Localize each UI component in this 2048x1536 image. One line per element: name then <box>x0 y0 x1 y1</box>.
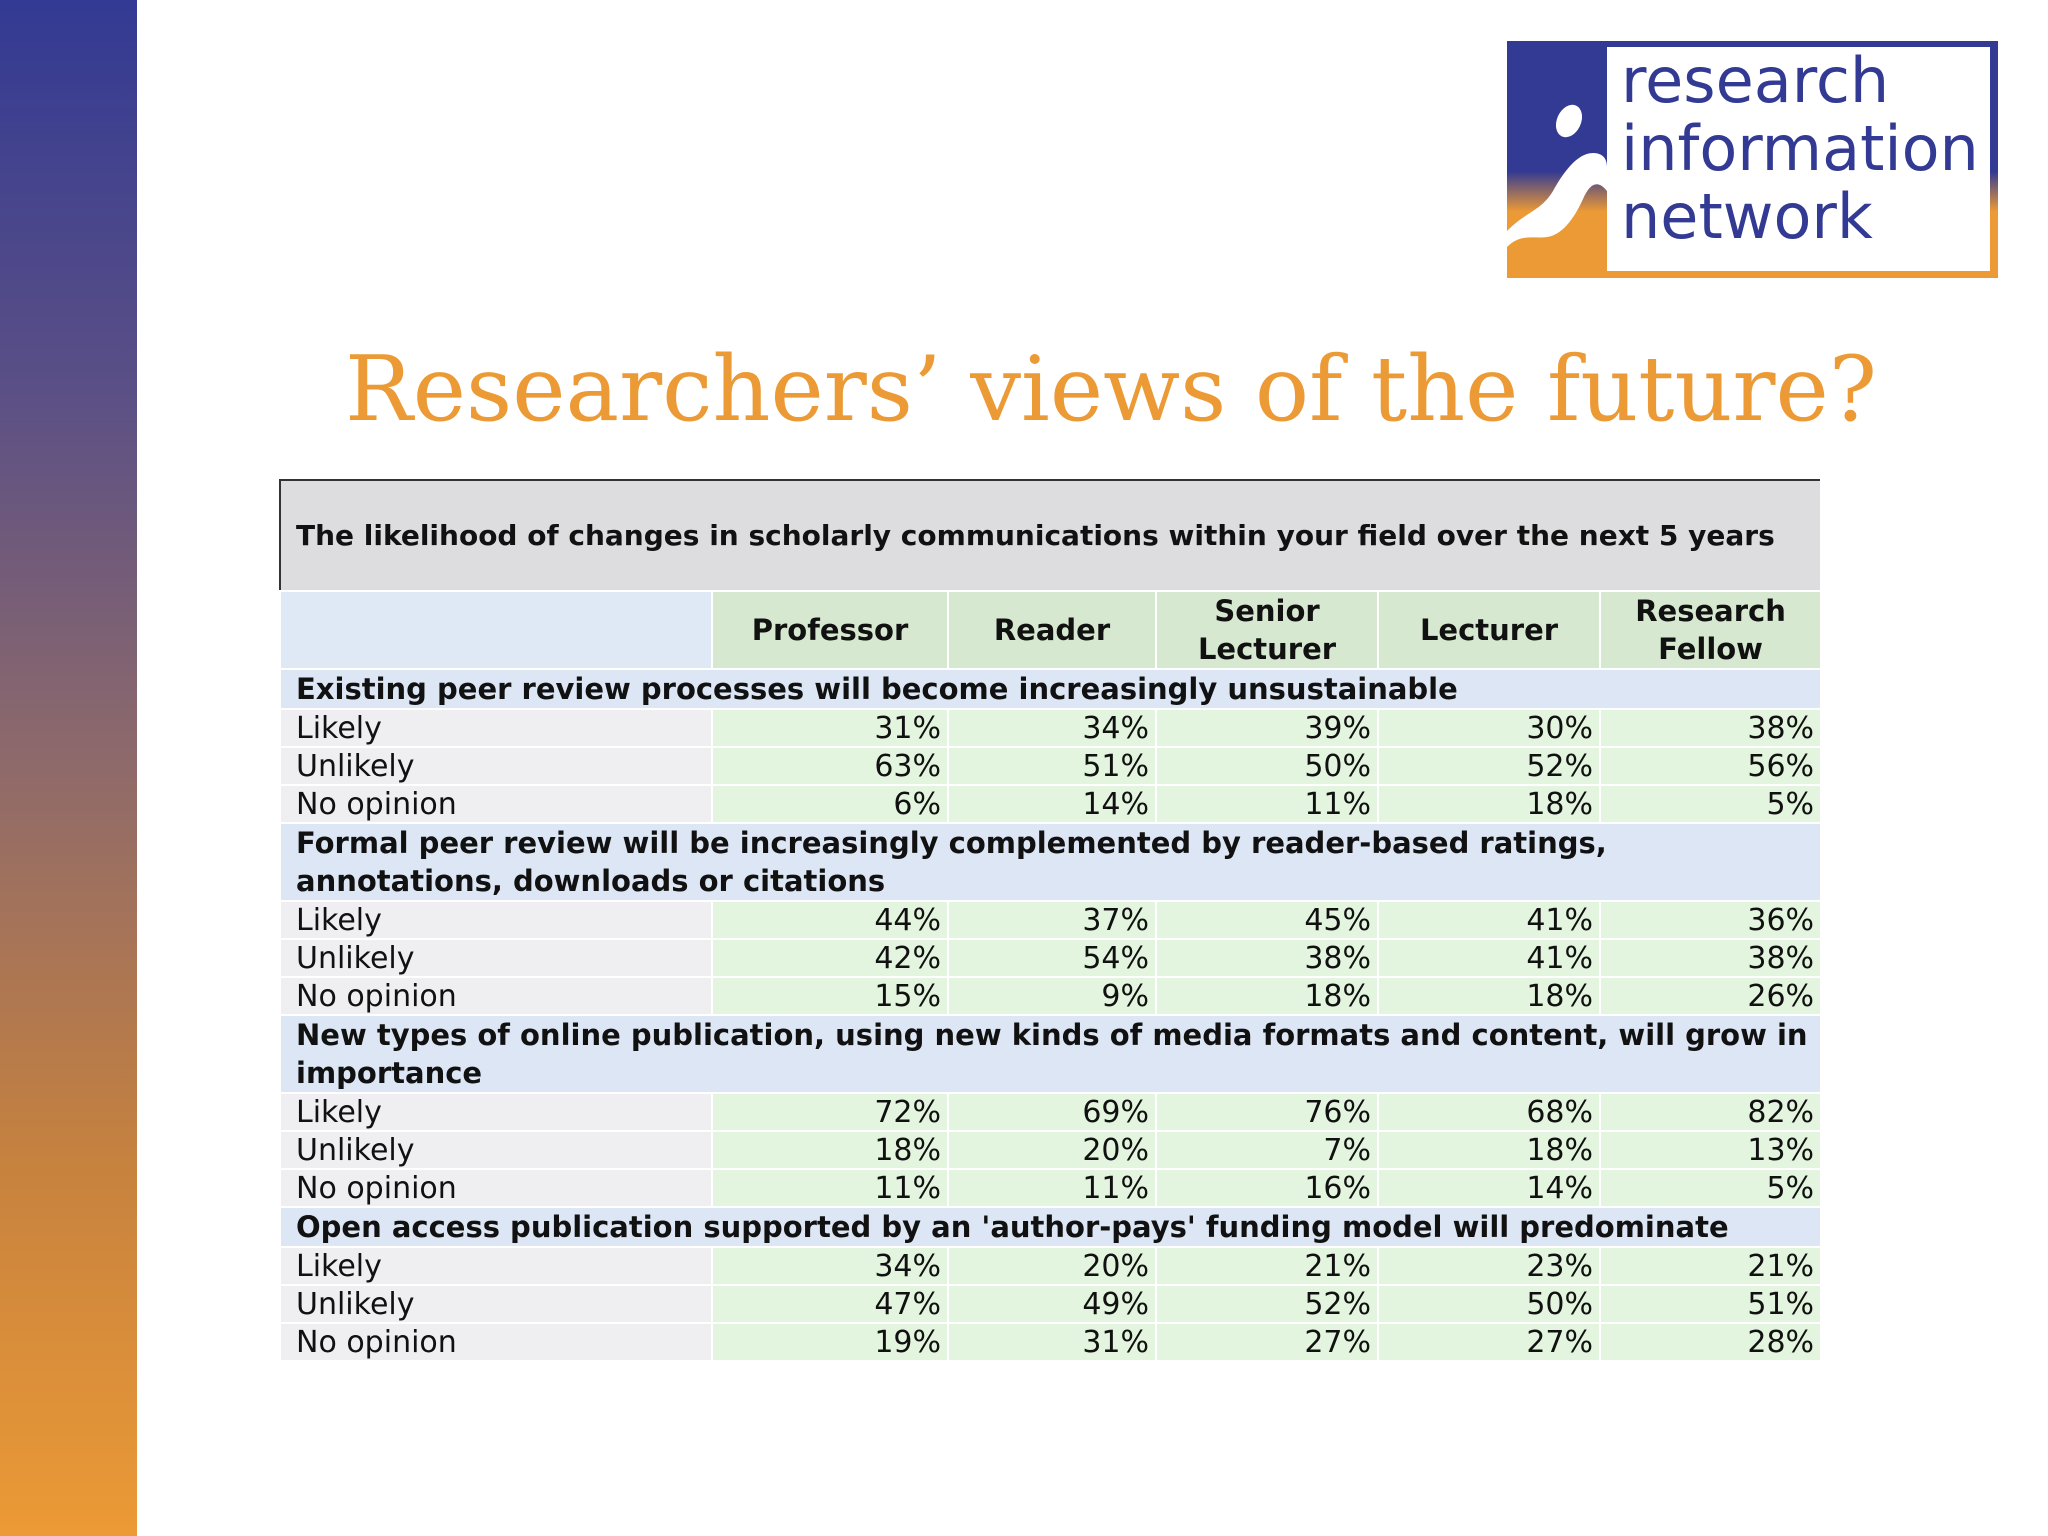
value-cell: 31% <box>712 709 948 747</box>
logo-line-2: information <box>1621 112 1979 185</box>
table-row <box>280 785 1821 823</box>
column-header-professor: Professor <box>712 591 948 669</box>
question-row <box>280 1015 1821 1093</box>
table-row <box>280 1323 1821 1361</box>
value-cell: 18% <box>712 1131 948 1169</box>
value-cell: 5% <box>1600 1169 1821 1207</box>
logo-i-mark-icon <box>1507 41 1607 278</box>
table-row <box>280 1247 1821 1285</box>
value-cell: 9% <box>948 977 1156 1015</box>
value-cell: 11% <box>712 1169 948 1207</box>
value-cell: 37% <box>948 901 1156 939</box>
value-cell: 18% <box>1378 1131 1600 1169</box>
value-cell: 11% <box>948 1169 1156 1207</box>
value-cell: 50% <box>1378 1285 1600 1323</box>
value-cell: 27% <box>1378 1323 1600 1361</box>
row-label: Unlikely <box>280 1285 712 1323</box>
value-cell: 54% <box>948 939 1156 977</box>
value-cell: 20% <box>948 1247 1156 1285</box>
value-cell: 51% <box>1600 1285 1821 1323</box>
value-cell: 36% <box>1600 901 1821 939</box>
row-label: No opinion <box>280 1169 712 1207</box>
value-cell: 76% <box>1156 1093 1378 1131</box>
logo-line-1: research <box>1621 44 1890 117</box>
question-text: Open access publication supported by an 'author-pays' funding model will predominate <box>280 1207 1821 1247</box>
value-cell: 52% <box>1156 1285 1378 1323</box>
value-cell: 44% <box>712 901 948 939</box>
value-cell: 72% <box>712 1093 948 1131</box>
value-cell: 38% <box>1600 709 1821 747</box>
table-row <box>280 1131 1821 1169</box>
table-row <box>280 747 1821 785</box>
row-label: No opinion <box>280 785 712 823</box>
research-information-network-logo <box>1507 41 1998 278</box>
value-cell: 38% <box>1600 939 1821 977</box>
value-cell: 69% <box>948 1093 1156 1131</box>
table-row <box>280 709 1821 747</box>
row-label: Likely <box>280 1247 712 1285</box>
value-cell: 42% <box>712 939 948 977</box>
value-cell: 50% <box>1156 747 1378 785</box>
side-gradient-bar <box>0 0 137 1536</box>
table-row <box>280 1285 1821 1323</box>
value-cell: 20% <box>948 1131 1156 1169</box>
value-cell: 5% <box>1600 785 1821 823</box>
value-cell: 18% <box>1378 785 1600 823</box>
column-header-reader: Reader <box>948 591 1156 669</box>
value-cell: 14% <box>948 785 1156 823</box>
row-label: No opinion <box>280 977 712 1015</box>
table-row <box>280 1093 1821 1131</box>
logo-wordmark <box>1621 44 1979 253</box>
value-cell: 41% <box>1378 939 1600 977</box>
value-cell: 21% <box>1600 1247 1821 1285</box>
value-cell: 38% <box>1156 939 1378 977</box>
row-label: Likely <box>280 1093 712 1131</box>
column-header-lecturer: Lecturer <box>1378 591 1600 669</box>
row-label: No opinion <box>280 1323 712 1361</box>
value-cell: 41% <box>1378 901 1600 939</box>
value-cell: 30% <box>1378 709 1600 747</box>
row-label: Unlikely <box>280 1131 712 1169</box>
row-label: Likely <box>280 709 712 747</box>
value-cell: 34% <box>948 709 1156 747</box>
question-text: New types of online publication, using new kinds of media formats and content, will grow in importance <box>280 1015 1821 1093</box>
value-cell: 63% <box>712 747 948 785</box>
value-cell: 11% <box>1156 785 1378 823</box>
question-text: Formal peer review will be increasingly complemented by reader-based ratings, annotations, downloads or citations <box>280 823 1821 901</box>
value-cell: 18% <box>1156 977 1378 1015</box>
table-caption-row <box>280 480 1821 591</box>
question-row <box>280 669 1821 709</box>
value-cell: 13% <box>1600 1131 1821 1169</box>
table-row <box>280 939 1821 977</box>
value-cell: 31% <box>948 1323 1156 1361</box>
value-cell: 19% <box>712 1323 948 1361</box>
value-cell: 52% <box>1378 747 1600 785</box>
row-label: Likely <box>280 901 712 939</box>
row-label: Unlikely <box>280 747 712 785</box>
header-blank-cell <box>280 591 712 669</box>
value-cell: 49% <box>948 1285 1156 1323</box>
value-cell: 14% <box>1378 1169 1600 1207</box>
value-cell: 82% <box>1600 1093 1821 1131</box>
column-header-senior-lecturer: Senior Lecturer <box>1156 591 1378 669</box>
table-row <box>280 901 1821 939</box>
table-caption: The likelihood of changes in scholarly communications within your field over the next 5 years <box>280 480 1821 591</box>
value-cell: 45% <box>1156 901 1378 939</box>
value-cell: 15% <box>712 977 948 1015</box>
value-cell: 47% <box>712 1285 948 1323</box>
table-row <box>280 1169 1821 1207</box>
value-cell: 51% <box>948 747 1156 785</box>
question-row <box>280 823 1821 901</box>
value-cell: 68% <box>1378 1093 1600 1131</box>
table-row <box>280 977 1821 1015</box>
survey-table <box>279 479 1822 1362</box>
logo-line-3: network <box>1621 180 1873 253</box>
value-cell: 6% <box>712 785 948 823</box>
value-cell: 23% <box>1378 1247 1600 1285</box>
value-cell: 27% <box>1156 1323 1378 1361</box>
value-cell: 21% <box>1156 1247 1378 1285</box>
value-cell: 7% <box>1156 1131 1378 1169</box>
value-cell: 16% <box>1156 1169 1378 1207</box>
value-cell: 56% <box>1600 747 1821 785</box>
value-cell: 26% <box>1600 977 1821 1015</box>
value-cell: 34% <box>712 1247 948 1285</box>
slide-title: Researchers’ views of the future? <box>345 337 1877 442</box>
column-header-research-fellow: Research Fellow <box>1600 591 1821 669</box>
question-text: Existing peer review processes will become increasingly unsustainable <box>280 669 1821 709</box>
row-label: Unlikely <box>280 939 712 977</box>
table-header-row <box>280 591 1821 669</box>
value-cell: 39% <box>1156 709 1378 747</box>
question-row <box>280 1207 1821 1247</box>
value-cell: 28% <box>1600 1323 1821 1361</box>
value-cell: 18% <box>1378 977 1600 1015</box>
